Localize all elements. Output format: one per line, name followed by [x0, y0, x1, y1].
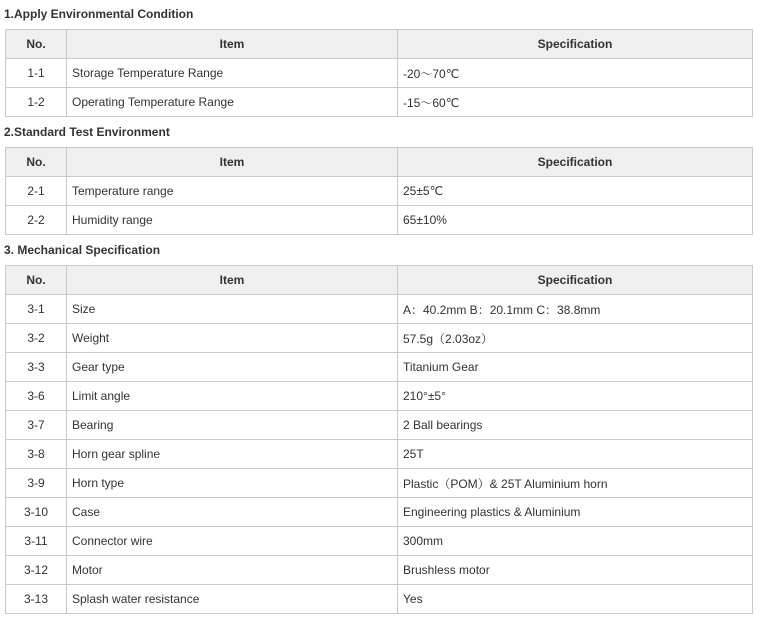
row-specification: Brushless motor — [398, 556, 753, 585]
row-item: Horn gear spline — [67, 440, 398, 469]
column-header-item: Item — [67, 30, 398, 59]
row-item: Splash water resistance — [67, 585, 398, 614]
column-header-specification: Specification — [398, 266, 753, 295]
table-row — [6, 585, 753, 614]
column-header-specification: Specification — [398, 30, 753, 59]
row-number: 3-10 — [6, 498, 67, 527]
row-number: 3-1 — [6, 295, 67, 324]
table-row — [6, 382, 753, 411]
column-header-no: No. — [6, 266, 67, 295]
table-header-row — [6, 30, 753, 59]
row-number: 3-6 — [6, 382, 67, 411]
row-item: Case — [67, 498, 398, 527]
row-number: 3-3 — [6, 353, 67, 382]
row-specification: Yes — [398, 585, 753, 614]
row-item: Limit angle — [67, 382, 398, 411]
row-number: 2-2 — [6, 206, 67, 235]
column-header-no: No. — [6, 30, 67, 59]
row-number: 3-11 — [6, 527, 67, 556]
row-item: Size — [67, 295, 398, 324]
section-title: 3. Mechanical Specification — [4, 243, 161, 257]
row-specification: 65±10% — [398, 206, 753, 235]
row-item: Operating Temperature Range — [67, 88, 398, 117]
column-header-no: No. — [6, 148, 67, 177]
row-number: 3-13 — [6, 585, 67, 614]
row-number: 3-2 — [6, 324, 67, 353]
column-header-item: Item — [67, 148, 398, 177]
row-specification: -20～70℃ — [398, 59, 753, 88]
spec-table — [5, 29, 753, 117]
row-number: 2-1 — [6, 177, 67, 206]
row-item: Bearing — [67, 411, 398, 440]
row-item: Horn type — [67, 469, 398, 498]
row-item: Motor — [67, 556, 398, 585]
row-number: 1-2 — [6, 88, 67, 117]
table-row — [6, 411, 753, 440]
row-specification: Titanium Gear — [398, 353, 753, 382]
row-specification: 300mm — [398, 527, 753, 556]
row-item: Connector wire — [67, 527, 398, 556]
row-specification: -15～60℃ — [398, 88, 753, 117]
row-specification: 2 Ball bearings — [398, 411, 753, 440]
table-row — [6, 498, 753, 527]
table-row — [6, 177, 753, 206]
row-item: Gear type — [67, 353, 398, 382]
row-number: 3-9 — [6, 469, 67, 498]
row-number: 3-8 — [6, 440, 67, 469]
row-specification: Engineering plastics & Aluminium — [398, 498, 753, 527]
table-row — [6, 527, 753, 556]
table-row — [6, 295, 753, 324]
row-specification: 210°±5° — [398, 382, 753, 411]
column-header-specification: Specification — [398, 148, 753, 177]
table-row — [6, 353, 753, 382]
table-row — [6, 206, 753, 235]
row-number: 1-1 — [6, 59, 67, 88]
table-row — [6, 469, 753, 498]
table-header-row — [6, 148, 753, 177]
row-item: Weight — [67, 324, 398, 353]
table-row — [6, 556, 753, 585]
column-header-item: Item — [67, 266, 398, 295]
table-row — [6, 440, 753, 469]
spec-table — [5, 265, 753, 614]
row-specification: 25T — [398, 440, 753, 469]
table-row — [6, 88, 753, 117]
row-number: 3-7 — [6, 411, 67, 440]
table-row — [6, 324, 753, 353]
table-header-row — [6, 266, 753, 295]
row-specification: 57.5g（2.03oz） — [398, 324, 753, 353]
spec-table — [5, 147, 753, 235]
row-item: Temperature range — [67, 177, 398, 206]
row-specification: Plastic（POM）& 25T Aluminium horn — [398, 469, 753, 498]
row-item: Humidity range — [67, 206, 398, 235]
section-title: 2.Standard Test Environment — [4, 125, 170, 139]
row-item: Storage Temperature Range — [67, 59, 398, 88]
section-title: 1.Apply Environmental Condition — [4, 7, 194, 21]
row-specification: 25±5℃ — [398, 177, 753, 206]
row-specification: A：40.2mm B：20.1mm C：38.8mm — [398, 295, 753, 324]
row-number: 3-12 — [6, 556, 67, 585]
table-row — [6, 59, 753, 88]
